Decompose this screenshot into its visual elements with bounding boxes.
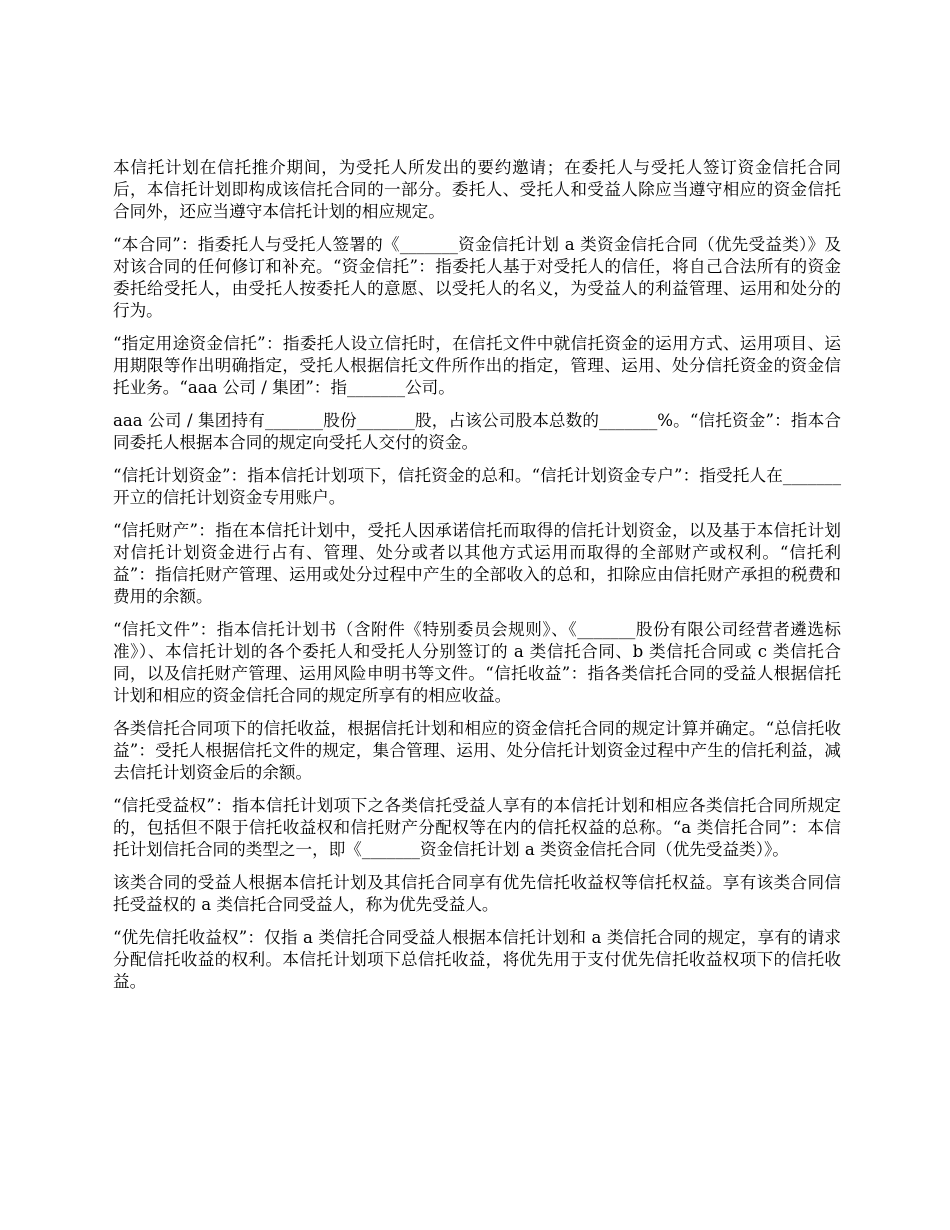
paragraph-designated-trust: “指定用途资金信托”：指委托人设立信托时，在信托文件中就信托资金的运用方式、运用项目、运用期限等作出明确指定，受托人根据信托文件所作出的指定，管理、运用、处分信托资金的资金信托业务。“aaa 公司 / 集团”：指_______公司。	[113, 334, 841, 397]
paragraph-trust-income: 各类信托合同项下的信托收益，根据信托计划和相应的资金信托合同的规定计算并确定。“总信托收益”：受托人根据信托文件的规定，集合管理、运用、处分信托计划资金过程中产生的信托利益，减去信托计划资金后的余额。	[113, 719, 841, 782]
document-page	[113, 157, 841, 1004]
paragraph-intro: 本信托计划在信托推介期间，为受托人所发出的要约邀请；在委托人与受托人签订资金信托合同后，本信托计划即构成该信托合同的一部分。委托人、受托人和受益人除应当遵守相应的资金信托合同外，还应当遵守本信托计划的相应规定。	[113, 158, 841, 221]
paragraph-trust-property: “信托财产”：指在本信托计划中，受托人因承诺信托而取得的信托计划资金，以及基于本信托计划对信托计划资金进行占有、管理、处分或者以其他方式运用而取得的全部财产或权利。“信托利益”：指信托财产管理、运用或处分过程中产生的全部收入的总和，扣除应由信托财产承担的税费和费用的余额。	[113, 521, 841, 606]
paragraph-plan-funds: “信托计划资金”：指本信托计划项下，信托资金的总和。“信托计划资金专户”：指受托人在_______开立的信托计划资金专用账户。	[113, 466, 841, 507]
paragraph-trust-documents: “信托文件”：指本信托计划书（含附件《特别委员会规则》、《_______股份有限公司经营者遴选标准》）、本信托计划的各个委托人和受托人分别签订的 a 类信托合同、b 类信托合同或 c 类信托合同，以及信托财产管理、运用风险申明书等文件。“信托收益”：指各类信托合同的受益人根据信托计划和相应的资金信托合同的规定所享有的相应收益。	[113, 620, 841, 705]
paragraph-contract-definition: “本合同”：指委托人与受托人签署的《_______资金信托计划 a 类资金信托合同（优先受益类）》及对该合同的任何修订和补充。“资金信托”：指委托人基于对受托人的信任，将自己合法所有的资金委托给受托人，由受托人按委托人的意愿、以受托人的名义，为受益人的利益管理、运用和处分的行为。	[113, 235, 841, 320]
paragraph-priority-beneficiary: 该类合同的受益人根据本信托计划及其信托合同享有优先信托收益权等信托权益。享有该类合同信托受益权的 a 类信托合同受益人，称为优先受益人。	[113, 873, 841, 914]
paragraph-shareholding: aaa 公司 / 集团持有_______股份_______股，占该公司股本总数的_______%。“信托资金”：指本合同委托人根据本合同的规定向受托人交付的资金。	[113, 411, 841, 452]
paragraph-beneficial-rights: “信托受益权”：指本信托计划项下之各类信托受益人享有的本信托计划和相应各类信托合同所规定的，包括但不限于信托收益权和信托财产分配权等在内的信托权益的总称。“a 类信托合同”：本信托计划信托合同的类型之一，即《_______资金信托计划 a 类资金信托合同（优先受益类）》。	[113, 796, 841, 859]
paragraph-priority-income-right: “优先信托收益权”：仅指 a 类信托合同受益人根据本信托计划和 a 类信托合同的规定，享有的请求分配信托收益的权利。本信托计划项下总信托收益，将优先用于支付优先信托收益权项下的信托收益。	[113, 928, 841, 991]
